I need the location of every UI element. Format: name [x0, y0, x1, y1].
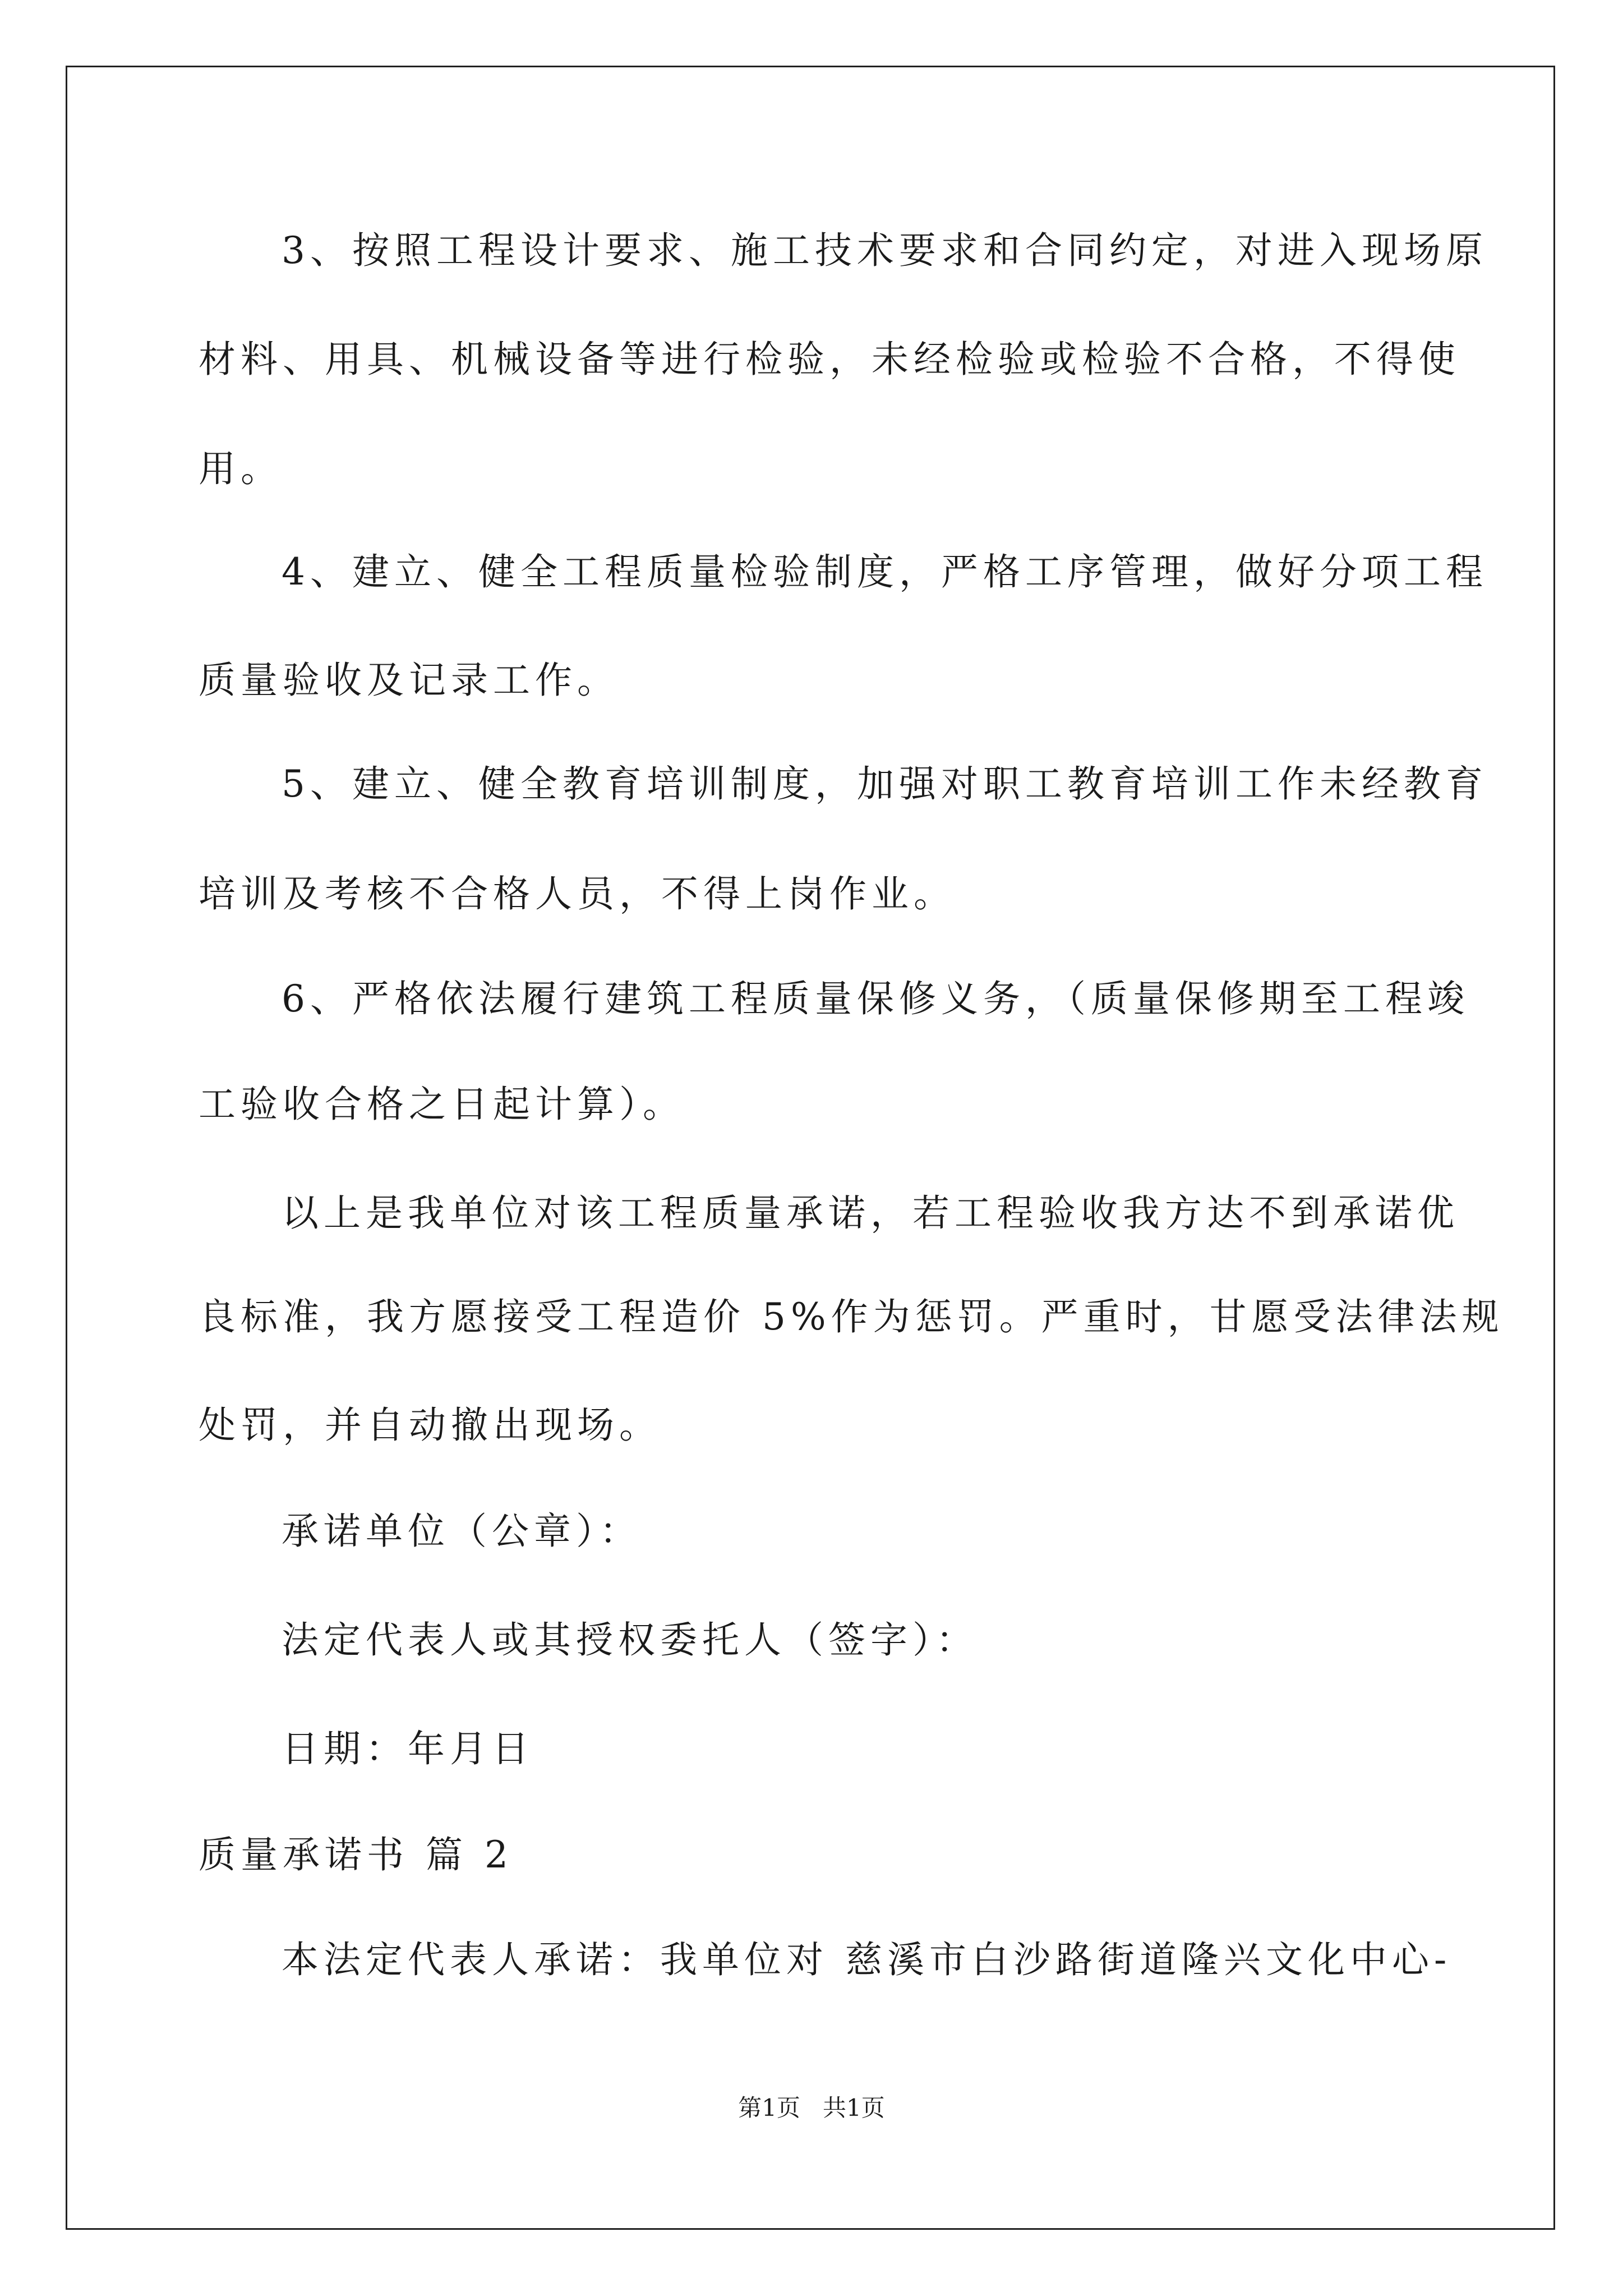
paragraph-6-line-1: 6、严格依法履行建筑工程质量保修义务，（质量保修期至工程竣 — [282, 977, 1469, 1020]
paragraph-4-line-1: 4、建立、健全工程质量检验制度，严格工序管理，做好分项工程 — [282, 550, 1488, 593]
paragraph-4-line-2: 质量验收及记录工作。 — [199, 659, 619, 702]
section-heading: 质量承诺书 篇 2 — [199, 1833, 513, 1876]
commitment-paragraph-line-1: 以上是我单位对该工程质量承诺，若工程验收我方达不到承诺优 — [282, 1191, 1459, 1235]
paragraph-5-line-2: 培训及考核不合格人员，不得上岗作业。 — [199, 872, 956, 915]
commitment-paragraph-line-3: 处罚，并自动撤出现场。 — [199, 1404, 661, 1447]
paragraph-3-line-1: 3、按照工程设计要求、施工技术要求和合同约定，对进入现场原 — [282, 229, 1488, 272]
page-number-footer: 第1页 共1页 — [738, 2094, 885, 2122]
paragraph-3-line-2: 材料、用具、机械设备等进行检验，未经检验或检验不合格，不得使 — [199, 338, 1460, 381]
legal-representative-line: 法定代表人或其授权委托人（签字）： — [282, 1618, 978, 1662]
section-2-first-line: 本法定代表人承诺：我单位对 慈溪市白沙路街道隆兴文化中心- — [282, 1938, 1452, 1981]
committing-unit-line: 承诺单位（公章）： — [282, 1510, 642, 1553]
paragraph-5-line-1: 5、建立、健全教育培训制度，加强对职工教育培训工作未经教育 — [282, 762, 1488, 806]
paragraph-3-line-3: 用。 — [199, 447, 283, 490]
date-line: 日期：年月日 — [282, 1727, 534, 1770]
paragraph-6-line-2: 工验收合格之日起计算）。 — [199, 1083, 685, 1126]
page-border — [66, 66, 1555, 2230]
commitment-paragraph-line-2: 良标准，我方愿接受工程造价 5%作为惩罚。严重时，甘愿受法律法规 — [199, 1295, 1504, 1338]
